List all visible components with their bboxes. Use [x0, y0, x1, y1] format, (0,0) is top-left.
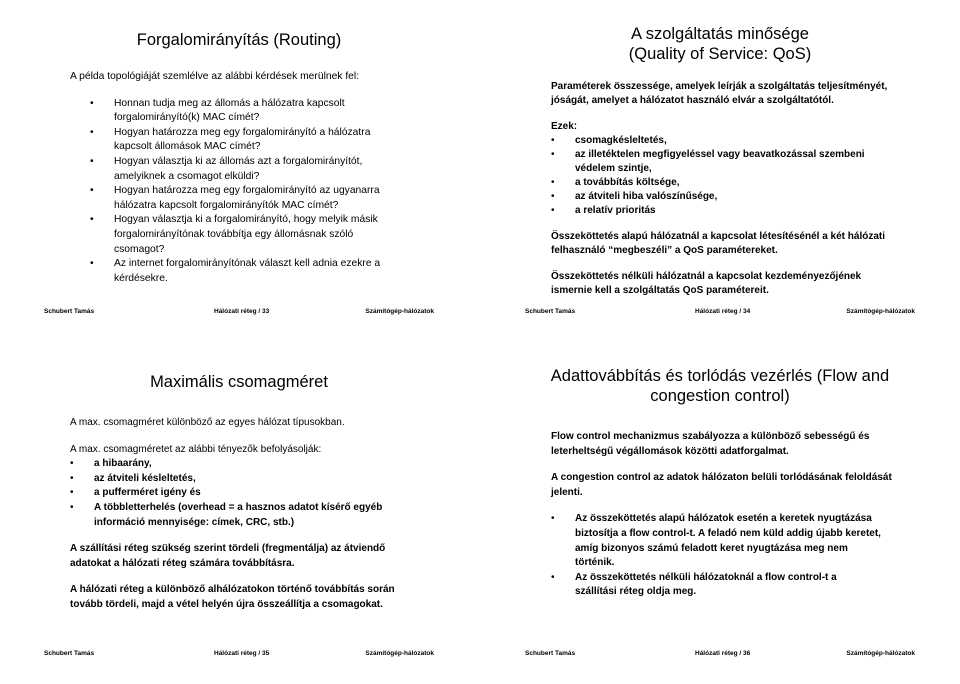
slide-33 — [0, 0, 478, 340]
footer-author: Schubert Tamás — [44, 308, 95, 315]
paragraph: Összeköttetés alapú hálózatnál a kapcsolat létesítésénél a két hálózati felhasználó “megbeszéli” a QoS paramétereket. — [551, 231, 886, 256]
paragraph: A congestion control az adatok hálózaton belüli torlódásának feloldását jelenti. — [551, 472, 892, 498]
footer-course: Számítógép-hálózatok — [365, 308, 434, 315]
intro-text: A példa topológiáját szemlélve az alábbi kérdések merülnek fel: — [70, 71, 360, 82]
title-line: Adattovábbítás és torlódás vezérlés (Flow and — [550, 367, 890, 385]
slide-title — [481, 24, 959, 64]
list-item: • A többletterhelés (overhead = a hasznos adatot kísérő egyéb információ mennyisége: címek, CRC, stb.) — [70, 501, 390, 530]
paragraph: A max. csomagméretet az alábbi tényezők befolyásolják: — [70, 443, 322, 455]
list-item: • a relatív prioritás — [551, 204, 881, 218]
slide-body — [551, 430, 896, 600]
footer-course: Számítógép-hálózatok — [365, 650, 434, 657]
slide-title: Forgalomirányítás (Routing) — [136, 31, 342, 49]
paragraph: Paraméterek összessége, amelyek leírják a szolgáltatás teljesítményét, jóságát, amelyet a hálózatot használó elvár a szolgáltatótól. — [551, 81, 888, 106]
factor-list — [70, 457, 390, 530]
footer-page: Hálózati réteg / 33 — [214, 308, 270, 315]
paragraph: Flow control mechanizmus szabályozza a különböző sebességű és leterheltségű végállomások közötti adatforgalmat. — [551, 431, 870, 457]
footer-page: Hálózati réteg / 34 — [695, 308, 751, 315]
list-item: • Hogyan választja ki az állomás azt a forgalomirányítót, amelyiknek a csomagot elküldi? — [90, 155, 390, 184]
list-item: • a hibaarány, — [70, 457, 390, 472]
list-item: • Hogyan határozza meg egy forgalomirányító az ugyanarra hálózatra kapcsolt forgalomirányítók MAC címét? — [90, 184, 390, 213]
list-item: • az átviteli hiba valószínűsége, — [551, 190, 881, 204]
slide-body — [551, 80, 896, 298]
list-item: • Az összeköttetés alapú hálózatok esetén a keretek nyugtázása biztosítja a flow control-t. A feladó nem küld addig újabb keretet, amíg bizonyos számú feladott keret nyugtázása meg nem történik. — [551, 512, 881, 570]
list-item: • az átviteli késleltetés, — [70, 472, 390, 487]
list-item: • az illetéktelen megfigyeléssel vagy beavatkozással szembeni védelem szintje, — [551, 148, 881, 176]
footer-page: Hálózati réteg / 36 — [695, 650, 751, 657]
paragraph: A hálózati réteg a különböző alhálózatokon történő továbbítás során tovább tördeli, majd a vétel helyén újra összeállítja a csomagokat. — [70, 584, 395, 610]
slide-footer — [525, 650, 915, 662]
slide-34 — [481, 0, 959, 340]
footer-author: Schubert Tamás — [525, 308, 576, 315]
list-item: • Hogyan határozza meg egy forgalomirányító a hálózatra kapcsolt állomások MAC címét? — [90, 126, 390, 155]
footer-course: Számítógép-hálózatok — [846, 650, 915, 657]
slide-footer — [525, 308, 915, 320]
title-line: A szolgáltatás minősége — [631, 25, 809, 43]
list-item: • Az összeköttetés nélküli hálózatoknál a flow control-t a szállítási réteg oldja meg. — [551, 571, 881, 600]
list-item: • a továbbítás költsége, — [551, 176, 881, 190]
slide-title — [481, 366, 959, 406]
slide-footer — [44, 308, 434, 320]
list-item: • Hogyan választja ki a forgalomirányító, hogy melyik másik forgalomirányítónak továbbítja egy állomásnak szóló csomagot? — [90, 213, 390, 257]
list-label: Ezek: — [551, 121, 578, 132]
list-item: • csomagkésleltetés, — [551, 134, 881, 148]
slide-body — [70, 70, 410, 286]
footer-author: Schubert Tamás — [525, 650, 576, 657]
footer-author: Schubert Tamás — [44, 650, 95, 657]
slide-footer — [44, 650, 434, 662]
list-item: • a pufferméret igény és — [70, 486, 390, 501]
paragraph: Összeköttetés nélküli hálózatnál a kapcsolat kezdeményezőjének ismernie kell a szolgáltatás QoS paramétereit. — [551, 271, 862, 296]
slide-36 — [481, 342, 959, 682]
paragraph: A max. csomagméret különböző az egyes hálózat típusokban. — [70, 417, 345, 428]
qos-parameter-list — [551, 134, 881, 218]
slide-35 — [0, 342, 478, 682]
question-list — [90, 97, 390, 287]
list-item: • Honnan tudja meg az állomás a hálózatra kapcsolt forgalomirányító(k) MAC címét? — [90, 97, 390, 126]
slide-title: Maximális csomagméret — [150, 373, 328, 391]
paragraph: A szállítási réteg szükség szerint tördeli (fregmentálja) az átviendő adatokat a hálózati réteg számára továbbításra. — [70, 543, 386, 569]
list-item: • Az internet forgalomirányítónak választ kell adnia ezekre a kérdésekre. — [90, 257, 390, 286]
footer-course: Számítógép-hálózatok — [846, 308, 915, 315]
footer-page: Hálózati réteg / 35 — [214, 650, 270, 657]
flow-control-list — [551, 512, 881, 600]
slide-body — [70, 416, 415, 613]
title-line: (Quality of Service: QoS) — [628, 45, 812, 63]
title-line: congestion control) — [650, 387, 790, 405]
